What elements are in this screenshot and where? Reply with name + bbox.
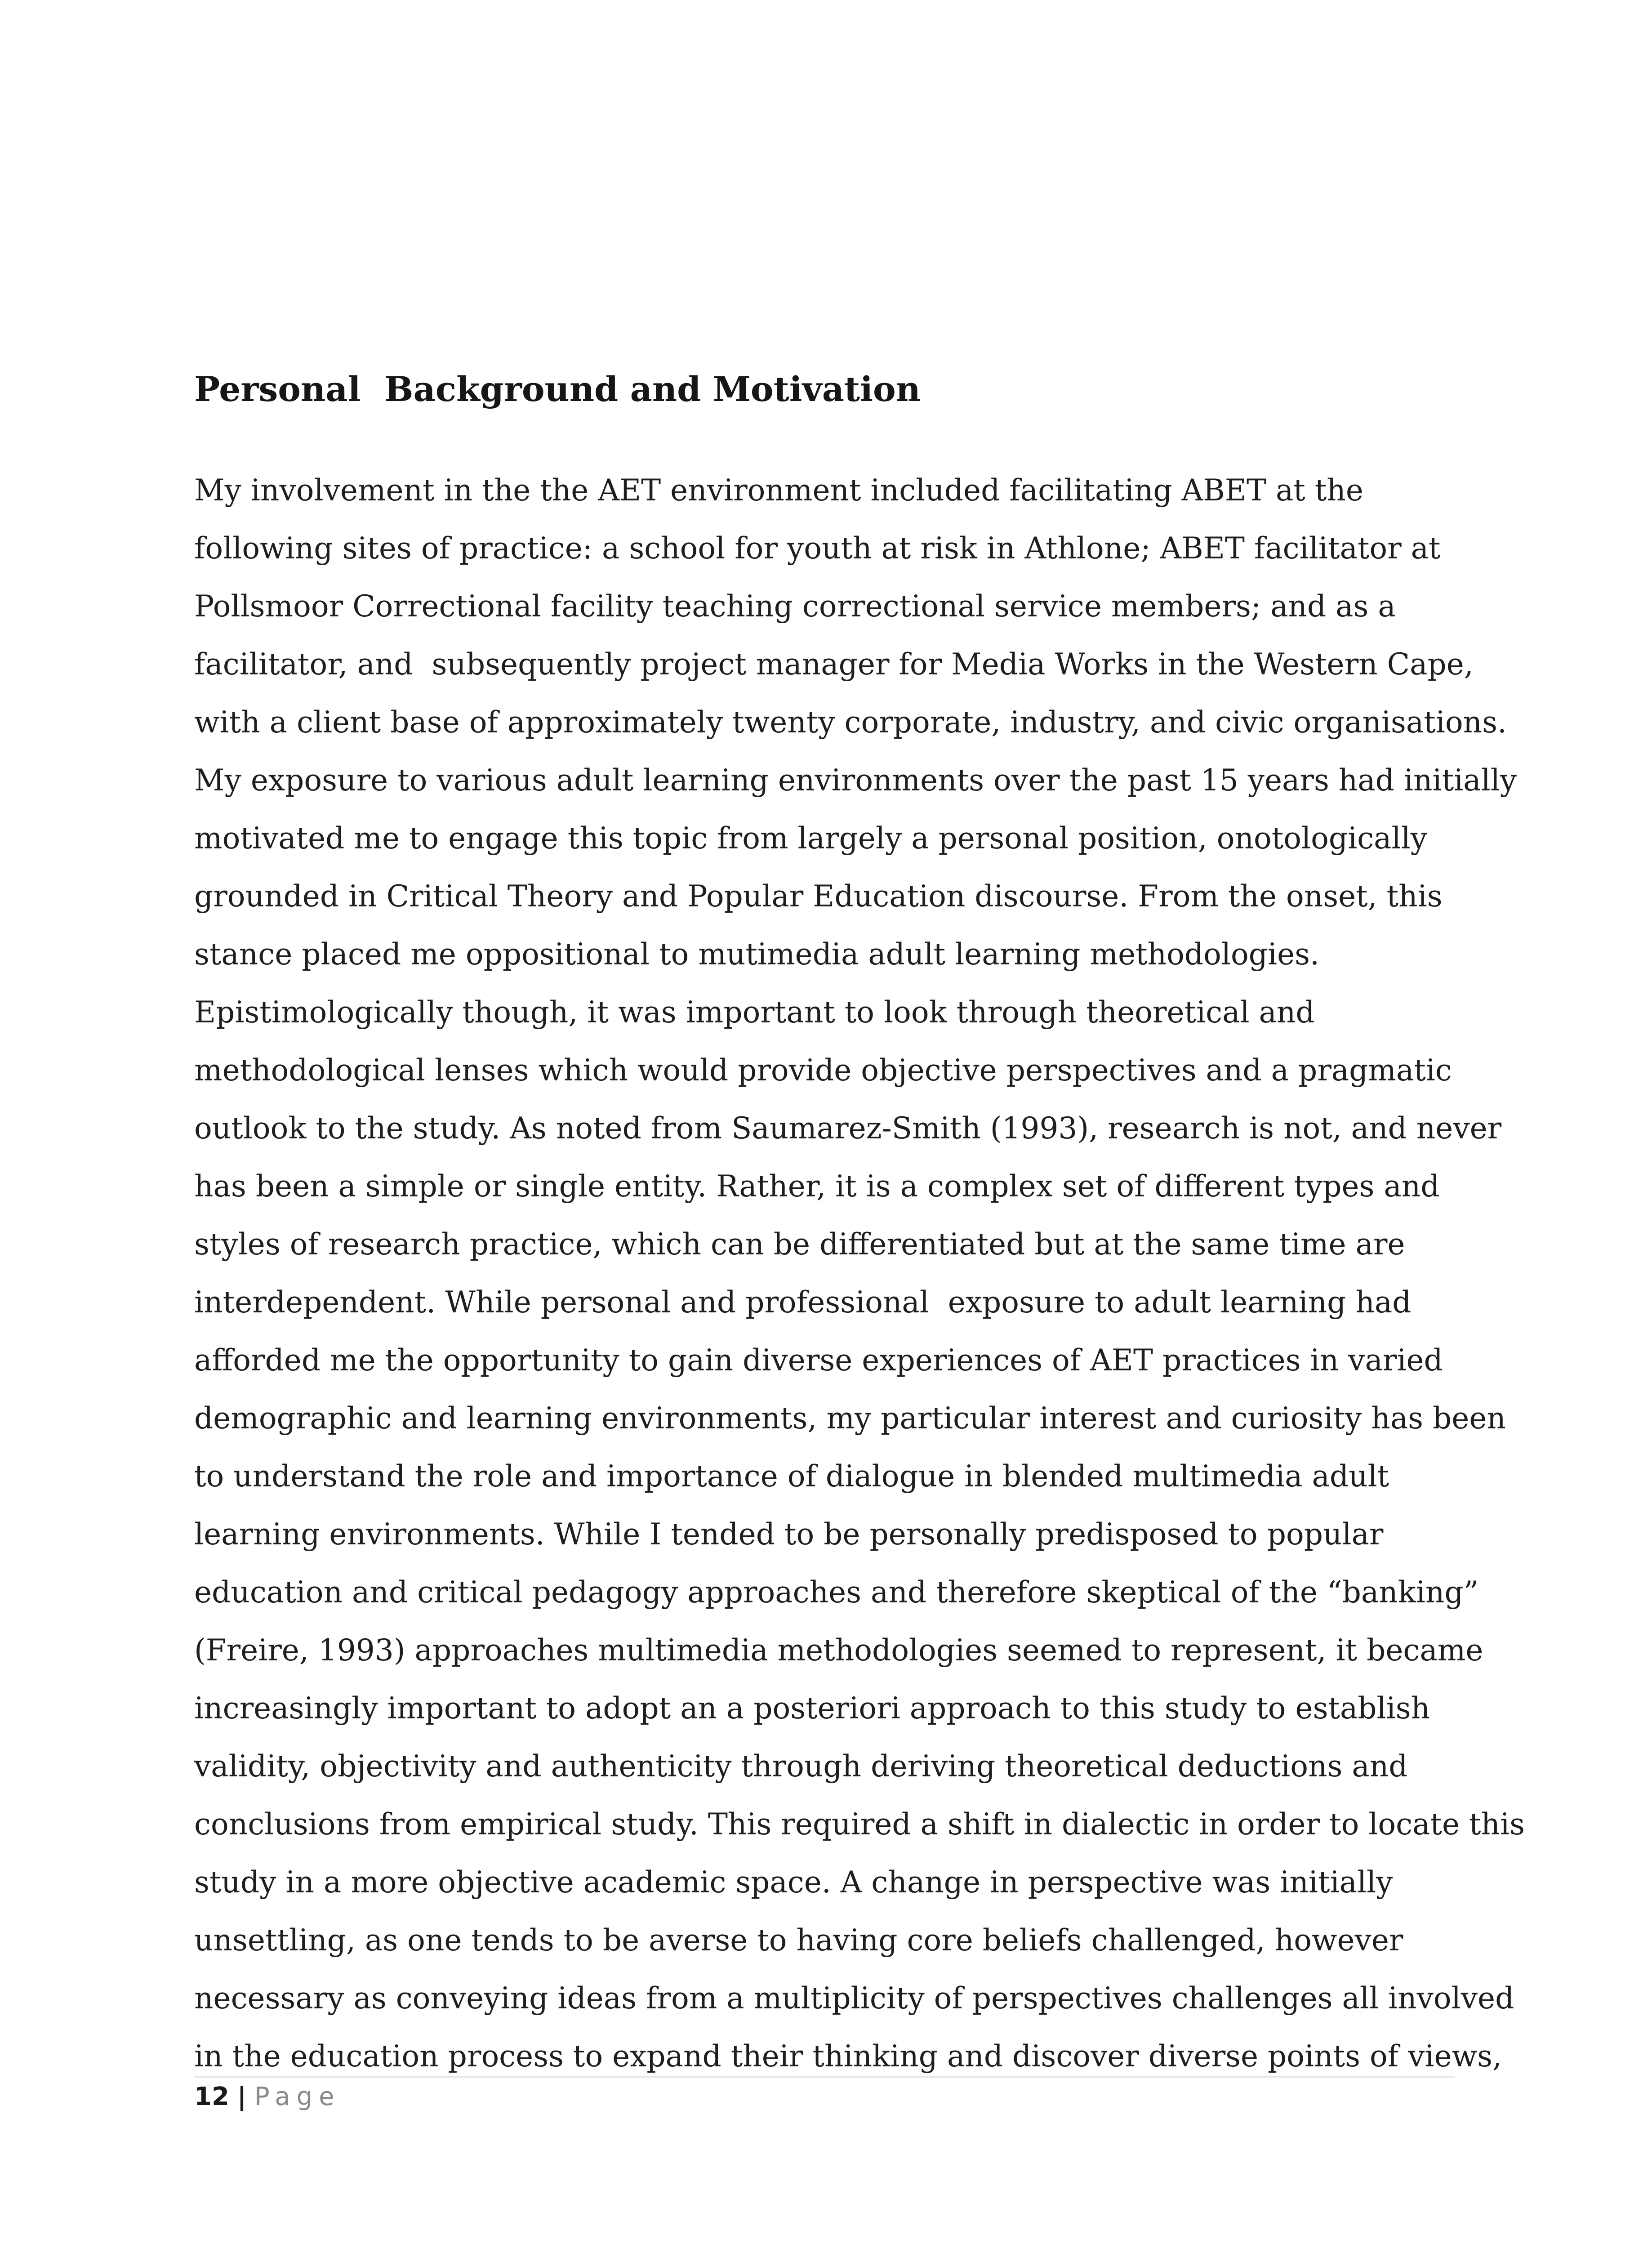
text-line: study in a more objective academic space. A change in perspective was initially bbox=[194, 1865, 1393, 1900]
text-line: Epistimologically though, it was important to look through theoretical and bbox=[194, 995, 1315, 1030]
footer-separator: | bbox=[237, 2082, 247, 2111]
text-line: outlook to the study. As noted from Saumarez-Smith (1993), research is not, and never bbox=[194, 1111, 1502, 1146]
text-line: My exposure to various adult learning environments over the past 15 years had initially bbox=[194, 763, 1517, 798]
text-line: interdependent. While personal and professional exposure to adult learning had bbox=[194, 1285, 1412, 1320]
text-line: grounded in Critical Theory and Popular Education discourse. From the onset, this bbox=[194, 879, 1443, 914]
text-line: to understand the role and importance of dialogue in blended multimedia adult bbox=[194, 1459, 1389, 1494]
page-label: Page bbox=[254, 2082, 341, 2111]
text-line: increasingly important to adopt an a posteriori approach to this study to establish bbox=[194, 1691, 1430, 1726]
page-number: 12 bbox=[194, 2082, 229, 2111]
text-line: in the education process to expand their thinking and discover diverse points of views, bbox=[194, 2039, 1502, 2074]
text-line: Pollsmoor Correctional facility teaching correctional service members; and as a bbox=[194, 589, 1396, 624]
text-line: demographic and learning environments, my particular interest and curiosity has been bbox=[194, 1401, 1506, 1436]
text-line: motivated me to engage this topic from largely a personal position, onotologically bbox=[194, 821, 1427, 856]
text-line: conclusions from empirical study. This required a shift in dialectic in order to locate this bbox=[194, 1807, 1525, 1842]
text-line: afforded me the opportunity to gain diverse experiences of AET practices in varied bbox=[194, 1343, 1443, 1378]
text-line: stance placed me oppositional to mutimedia adult learning methodologies. bbox=[194, 937, 1320, 972]
text-line: learning environments. While I tended to be personally predisposed to popular bbox=[194, 1517, 1384, 1552]
text-line: (Freire, 1993) approaches multimedia methodologies seemed to represent, it became bbox=[194, 1633, 1483, 1668]
text-line: with a client base of approximately twenty corporate, industry, and civic organisations. bbox=[194, 705, 1507, 740]
footer-divider bbox=[194, 2076, 1455, 2078]
text-line: styles of research practice, which can be differentiated but at the same time are bbox=[194, 1227, 1405, 1262]
text-line: facilitator, and subsequently project manager for Media Works in the Western Cape, bbox=[194, 647, 1474, 682]
text-line: following sites of practice: a school for youth at risk in Athlone; ABET facilitator at bbox=[194, 531, 1441, 566]
section-heading: Personal Background and Motivation bbox=[194, 369, 921, 409]
text-line: necessary as conveying ideas from a multiplicity of perspectives challenges all involved bbox=[194, 1981, 1514, 2016]
text-line: validity, objectivity and authenticity through deriving theoretical deductions and bbox=[194, 1749, 1408, 1784]
text-line: methodological lenses which would provide objective perspectives and a pragmatic bbox=[194, 1053, 1452, 1088]
page-footer bbox=[194, 2082, 341, 2112]
text-line: education and critical pedagogy approaches and therefore skeptical of the “banking” bbox=[194, 1575, 1479, 1610]
text-line: has been a simple or single entity. Rather, it is a complex set of different types and bbox=[194, 1169, 1440, 1204]
body-paragraph bbox=[194, 461, 1525, 2085]
text-line: unsettling, as one tends to be averse to having core beliefs challenged, however bbox=[194, 1923, 1403, 1958]
text-line: My involvement in the the AET environment included facilitating ABET at the bbox=[194, 473, 1363, 508]
